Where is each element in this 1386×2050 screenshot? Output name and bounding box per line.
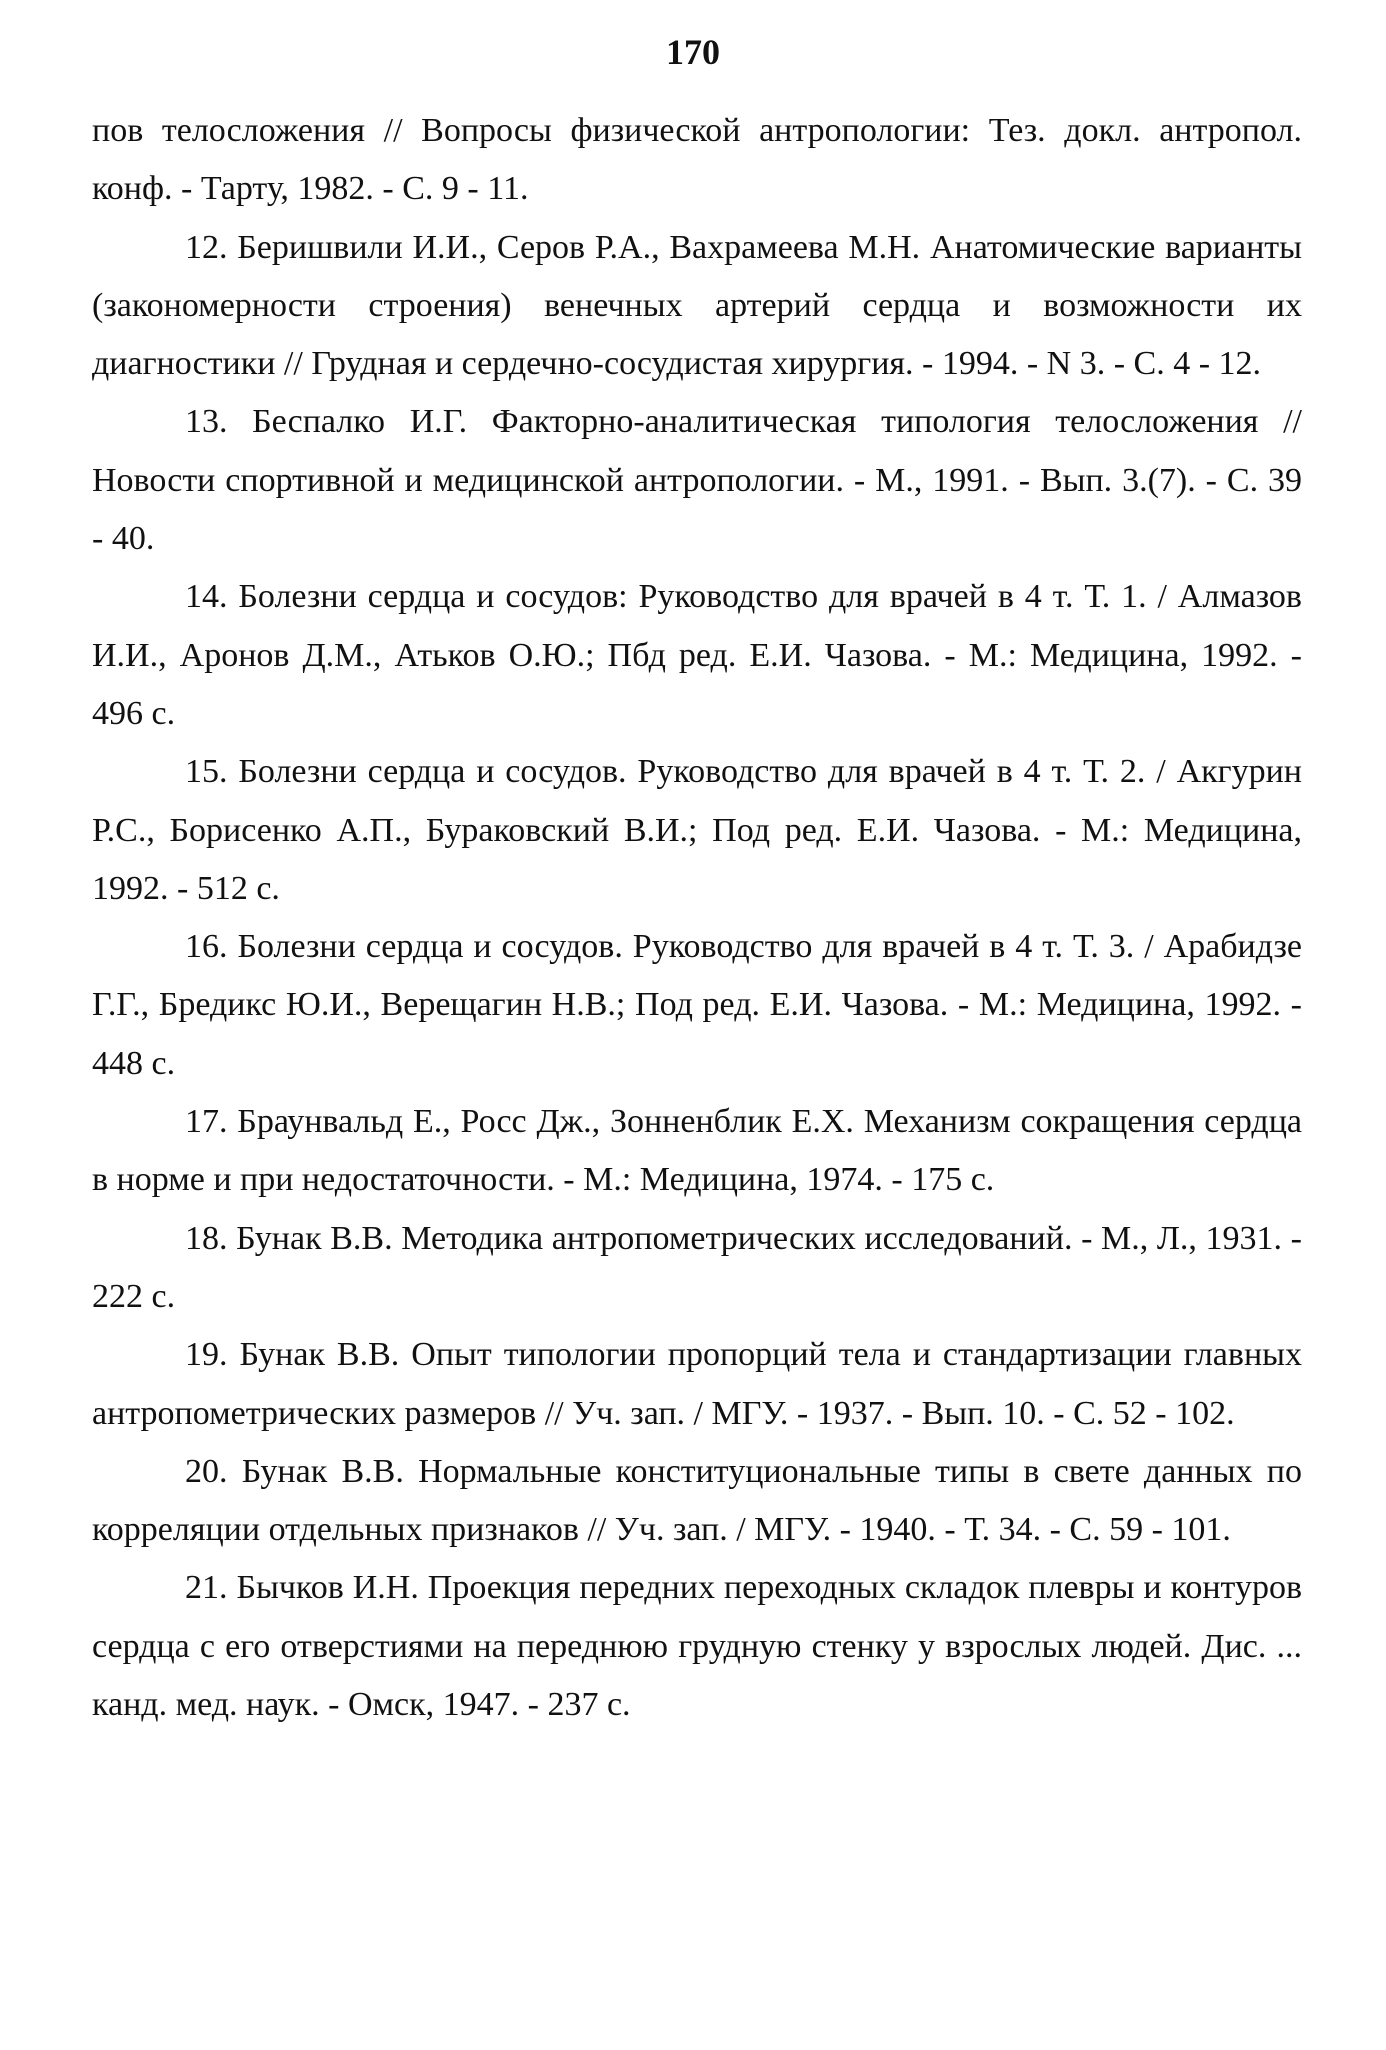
reference-item-21: 21. Бычков И.Н. Проекция передних переходных складок плевры и контуров сердца с его отверстиями на переднюю грудную стенку у взрослых людей. Дис. ... канд. мед. наук. - Омск, 1947. - 237 с. [92, 1569, 1302, 1724]
reference-item-19: 19. Бунак В.В. Опыт типологии пропорций тела и стандартизации главных антропометрических размеров // Уч. зап. / МГУ. - 1937. - Вып. 10. - С. 52 - 102. [92, 1336, 1302, 1432]
reference-item-14: 14. Болезни сердца и сосудов: Руководство для врачей в 4 т. Т. 1. / Алмазов И.И., Аронов Д.М., Атьков О.Ю.; Пбд ред. Е.И. Чазова. - М.: Медицина, 1992. - 496 с. [92, 578, 1302, 732]
reference-item-13: 13. Беспалко И.Г. Факторно-аналитическая типология телосложения // Новости спортивной и медицинской антропологии. - М., 1991. - Вып. 3.(7). - С. 39 - 40. [92, 403, 1302, 558]
reference-item-20: 20. Бунак В.В. Нормальные конституциональные типы в свете данных по корреляции отдельных признаков // Уч. зап. / МГУ. - 1940. - Т. 34. - С. 59 - 101. [92, 1452, 1302, 1549]
reference-item-15: 15. Болезни сердца и сосудов. Руководство для врачей в 4 т. Т. 2. / Акгурин Р.С., Борисенко А.П., Бураковский В.И.; Под ред. Е.И. Чазова. - М.: Медицина, 1992. - 512 с. [92, 753, 1302, 907]
page-number: 170 [666, 32, 720, 72]
reference-item-16: 16. Болезни сердца и сосудов. Руководство для врачей в 4 т. Т. 3. / Арабидзе Г.Г., Бредикс Ю.И., Верещагин Н.В.; Под ред. Е.И. Чазова. - М.: Медицина, 1992. - 448 с. [92, 928, 1302, 1082]
reference-item-12: 12. Беришвили И.И., Серов Р.А., Вахрамеева М.Н. Анатомические варианты (закономерности строения) венечных артерий сердца и возможности их диагностики // Грудная и сердечно-сосудистая хирургия. - 1994. - N 3. - С. 4 - 12. [92, 228, 1302, 383]
reference-item-17: 17. Браунвальд Е., Росс Дж., Зонненблик Е.Х. Механизм сокращения сердца в норме и при недостаточности. - М.: Медицина, 1974. - 175 с. [92, 1103, 1302, 1199]
reference-item-18: 18. Бунак В.В. Методика антропометрических исследований. - М., Л., 1931. - 222 с. [92, 1219, 1302, 1315]
reference-list [92, 102, 1302, 1734]
reference-item-continued: пов телосложения // Вопросы физической антропологии: Тез. докл. антропол. конф. - Тарту, 1982. - С. 9 - 11. [92, 112, 1302, 208]
